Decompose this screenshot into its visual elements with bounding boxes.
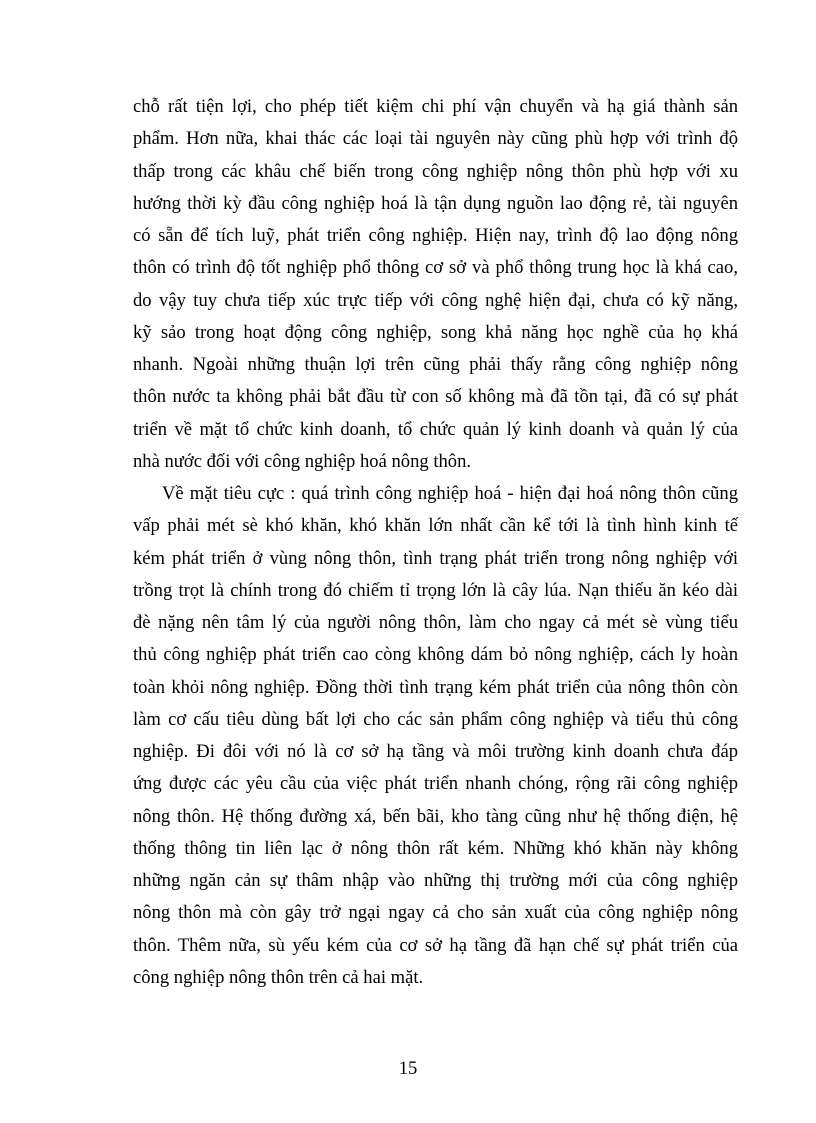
text-line: nhà nước đối với công nghiệp hoá nông thôn. bbox=[133, 450, 472, 472]
text-line: làm cơ cấu tiêu dùng bất lợi cho các sản phẩm công nghiệp và tiểu thủ công bbox=[133, 708, 738, 730]
text-line: những ngăn cản sự thâm nhập vào những thị trường mới của công nghiệp bbox=[133, 870, 738, 891]
text-line: đè nặng nên tâm lý của người nông thôn, làm cho ngay cả mét sè vùng tiểu bbox=[133, 612, 738, 633]
text-line: ứng được các yêu cầu của việc phát triển nhanh chóng, rộng rãi công nghiệp bbox=[133, 773, 738, 795]
text-line: hướng thời kỳ đầu công nghiệp hoá là tận dụng nguồn lao động rẻ, tài nguyên bbox=[133, 192, 738, 214]
text-line: nhanh. Ngoài những thuận lợi trên cũng phải thấy rằng công nghiệp nông bbox=[133, 354, 738, 375]
text-line: thấp trong các khâu chế biến trong công nghiệp nông thôn phù hợp với xu bbox=[133, 160, 738, 182]
text-line: nghiệp. Đi đôi với nó là cơ sở hạ tầng và môi trường kinh doanh chưa đáp bbox=[133, 741, 738, 762]
paragraph-disadvantages bbox=[133, 481, 738, 997]
paragraph-advantages bbox=[133, 94, 738, 481]
text-line: thôn nước ta không phải bắt đầu từ con số không mà đã tồn tại, đã có sự phát bbox=[133, 386, 738, 408]
text-line: trồng trọt là chính trong đó chiếm tỉ trọng lớn là cây lúa. Nạn thiếu ăn kéo dài bbox=[133, 579, 738, 601]
text-line: nông thôn mà còn gây trở ngại ngay cả cho sản xuất của công nghiệp nông bbox=[133, 902, 738, 924]
text-line: do vậy tuy chưa tiếp xúc trực tiếp với công nghệ hiện đại, chưa có kỹ năng, bbox=[133, 289, 738, 311]
text-line: kém phát triển ở vùng nông thôn, tình trạng phát triển trong nông nghiệp với bbox=[133, 547, 738, 569]
text-line: thống thông tin liên lạc ở nông thôn rất kém. Những khó khăn này không bbox=[133, 837, 738, 859]
text-line: chỗ rất tiện lợi, cho phép tiết kiệm chi phí vận chuyển và hạ giá thành sản bbox=[133, 96, 738, 117]
text-line: Về mặt tiêu cực : quá trình công nghiệp hoá - hiện đại hoá nông thôn cũng bbox=[162, 483, 738, 504]
text-line: thôn có trình độ tốt nghiệp phổ thông cơ sở và phổ thông trung học là khá cao, bbox=[133, 257, 738, 279]
text-line: toàn khỏi nông nghiệp. Đồng thời tình trạng kém phát triển của nông thôn còn bbox=[133, 676, 738, 698]
text-line: công nghiệp nông thôn trên cả hai mặt. bbox=[133, 966, 424, 988]
text-line: thủ công nghiệp phát triển cao còng không dám bỏ nông nghiệp, cách ly hoàn bbox=[133, 644, 738, 666]
text-line: vấp phải mét sè khó khăn, khó khăn lớn nhất cần kể tới là tình hình kinh tế bbox=[133, 515, 738, 537]
text-line: triển về mặt tổ chức kinh doanh, tổ chức quản lý kinh doanh và quản lý của bbox=[133, 418, 738, 440]
text-line: phẩm. Hơn nữa, khai thác các loại tài nguyên này cũng phù hợp với trình độ bbox=[133, 128, 738, 150]
text-line: thôn. Thêm nữa, sù yếu kém của cơ sở hạ tầng đã hạn chế sự phát triển của bbox=[133, 934, 738, 956]
body-text bbox=[133, 94, 738, 997]
text-line: có sẵn để tích luỹ, phát triển công nghiệp. Hiện nay, trình độ lao động nông bbox=[133, 225, 738, 246]
page-number: 15 bbox=[398, 1058, 418, 1079]
text-line: kỹ sảo trong hoạt động công nghiệp, song khả năng học nghề của họ khá bbox=[133, 321, 738, 343]
text-line: nông thôn. Hệ thống đường xá, bến bãi, kho tàng cũng như hệ thống điện, hệ bbox=[133, 805, 738, 827]
